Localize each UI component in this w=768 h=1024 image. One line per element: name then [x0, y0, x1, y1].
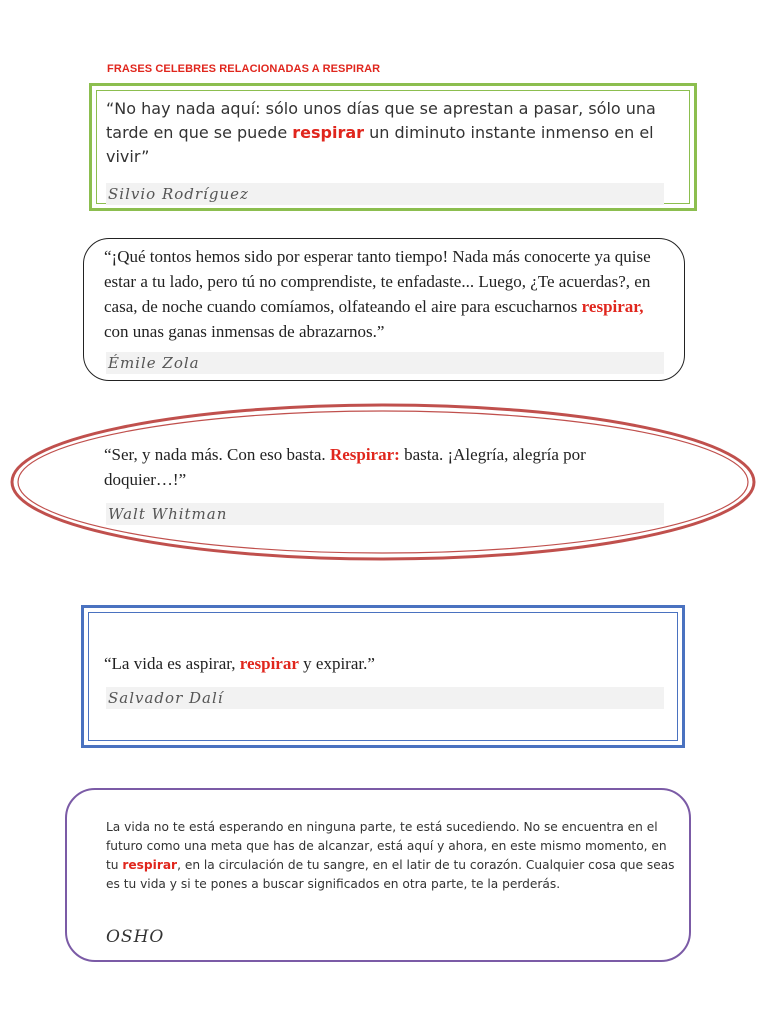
- quote-author-5: OSHO: [106, 927, 165, 947]
- quote-text-3: “Ser, y nada más. Con eso basta. Respirar: basta. ¡Alegría, alegría por doquier…!”: [104, 445, 586, 489]
- quote-text-4: “La vida es aspirar, respirar y expirar.”: [104, 654, 375, 673]
- quote-author-1: Silvio Rodríguez: [106, 183, 664, 205]
- quote-author-3: Walt Whitman: [106, 503, 664, 525]
- quote-author-4: Salvador Dalí: [106, 687, 664, 709]
- highlight-word: respirar: [122, 858, 178, 872]
- highlight-word: respirar: [292, 123, 365, 142]
- page-title: FRASES CELEBRES RELACIONADAS A RESPIRAR: [107, 63, 381, 75]
- quote-text-2: “¡Qué tontos hemos sido por esperar tanto tiempo! Nada más conocerte ya quise estar a tu lado, pero tú no comprendiste, te enfadaste... Luego, ¿Te acuerdas?, en casa, de noche cuando comíamos, olfateando el aire para escucharnos respirar, con unas ganas inmensas de abrazarnos.”: [104, 247, 651, 341]
- quote-frame-blue: [81, 605, 685, 748]
- highlight-word: respirar,: [581, 297, 644, 316]
- highlight-word: respirar: [239, 654, 299, 673]
- quote-text-5: La vida no te está esperando en ninguna parte, te está sucediendo. No se encuentra en el futuro como una meta que has de alcanzar, está aquí y ahora, en este mismo momento, en tu respirar, en la circulación de tu sangre, en el latir de tu corazón. Cualquier cosa que seas es tu vida y si te pones a buscar significados en otra parte, te la perderás.: [106, 820, 675, 891]
- highlight-word: Respirar:: [329, 445, 400, 464]
- quote-text-1: “No hay nada aquí: sólo unos días que se aprestan a pasar, sólo una tarde en que se puede respirar un diminuto instante inmenso en el vivir”: [106, 99, 656, 166]
- quote-author-2: Émile Zola: [106, 352, 664, 374]
